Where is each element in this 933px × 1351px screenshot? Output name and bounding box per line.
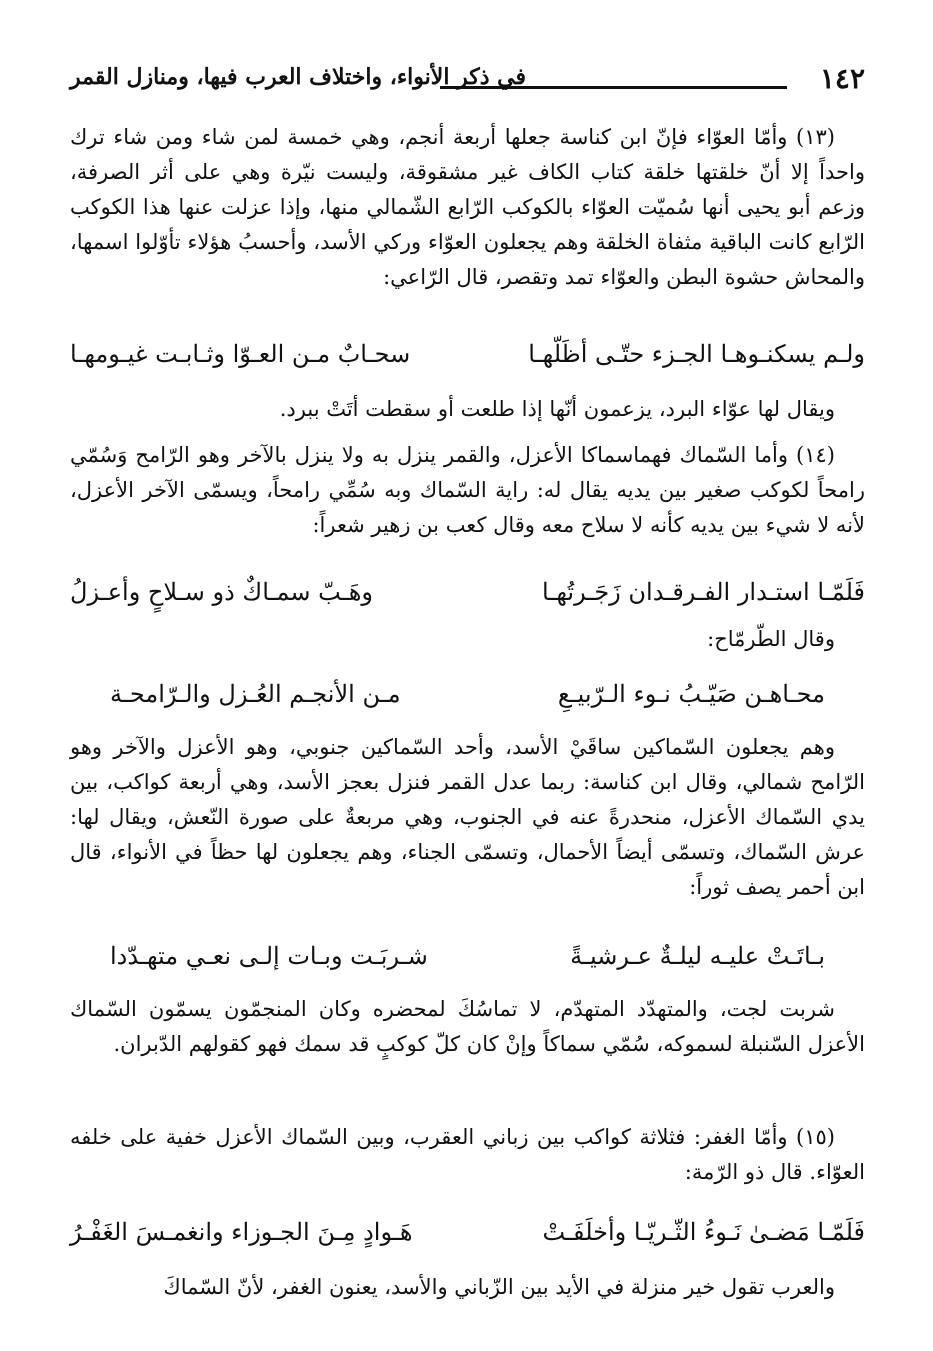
verse-first-hemistich: فَلَمّـا مَضـىٰ نَـوءُ الثّـريّـا وأخلَفَـتْ: [542, 1218, 865, 1246]
verse-second-hemistich: وهَـبّ سمـاكٌ ذو سـلاحٍ وأعـزلُ: [70, 578, 373, 606]
paragraph-15: (١٥) وأمّا الغفر: فثلاثة كواكب بين زباني العقرب، وبين السّماك الأعزل خفية على خلفه العوّاء. قال ذو الرّمة:: [70, 1125, 865, 1184]
verse-ibn-ahmar: [70, 942, 865, 982]
verse-first-hemistich: محـاهـن صَيّـبُ نـوء الـرّبيـعِ: [557, 680, 825, 708]
paragraph-awwa-bard: ويقال لها عوّاء البرد، يزعمون أنّها إذا طلعت أو سقطت أتَتْ ببرد.: [279, 397, 835, 421]
page-header: [70, 60, 865, 100]
paragraph-14: (١٤) وأما السّماك فهماسماكا الأعزل، والقمر ينزل به ولا ينزل بالآخر وهو الرّامح وَسُمّي رامحاً لكوكب صغير بين يديه يقال له: راية السّماك وبه سُمِّي رامحاً، ويسمّى الآخر الأعزل، لأنه لا شيء بين يديه كأنه لا سلاح معه وقال كعب بن زهير شعراً:: [70, 443, 865, 537]
verse-raai: [70, 340, 865, 380]
page-number: ١٤٢: [819, 62, 865, 95]
verse-first-hemistich: ولـم يسكنـوهـا الجـزء حتّـى أظَلّهـا: [528, 340, 865, 368]
paragraph-sharibat: شربت لجت، والمتهدّد المتهدّم، لا تماسُكَ لمحضره وكان المنجمّون يسمّون السّماك الأعزل السّنبلة لسموكه، سُمّي سماكاً وإنْ كان كلّ كوكبٍ قد سمك فهو كقولهم الدّبران.: [70, 997, 865, 1056]
verse-kaab: [70, 578, 865, 618]
paragraph-13: (١٣) وأمّا العوّاء فإنّ ابن كناسة جعلها أربعة أنجم، وهي خمسة لمن شاء ومن شاء ترك واحداً إلا أنّ خلقتها خلقة كتاب الكاف غير مشقوقة، وليست نيّرة وهي على أثر الصرفة، وزعم أبو يحيى أنها سُميّت العوّاء بالكوكب الرّابع الشّمالي منها، وإذا عزلت عنها هذا الكوكب الرّابع كانت الباقية مثفاة الخلقة وهم يجعلون العوّاء وركي الأسد، وأحسبُ هؤلاء تأوّلوا اسمها، والمحاش حشوة البطن والعوّاء تمد وتقصر، قال الرّاعي:: [70, 125, 865, 289]
verse-second-hemistich: شـربَـت وبـات إلـى نعـي متهـدّدا: [110, 942, 428, 970]
running-title: في ذكر الأنواء، واختلاف العرب فيها، ومنازل القمر: [70, 64, 527, 90]
verse-first-hemistich: بـاتَـتْ عليـه ليلـةٌ عـرشيـةً: [570, 942, 825, 970]
verse-second-hemistich: هَـوادٍ مِـنَ الجـوزاء وانغمـسَ الغَفْـرُ: [70, 1218, 413, 1246]
verse-second-hemistich: سحـابٌ مـن العـوّا وثـابـت غيـومهـا: [70, 340, 411, 368]
paragraph-arab-say: والعرب تقول خير منزلة في الأيد بين الزّباني والأسد، يعنون الغفر، لأنّ السّماكَ: [163, 1275, 835, 1299]
verse-dhu-rumma: [70, 1218, 865, 1258]
verse-tirimmah: [70, 680, 865, 720]
paragraph-tirimmah-intro: وقال الطّرمّاح:: [707, 627, 835, 651]
verse-first-hemistich: فَلَمّـا استـدار الفـرقـدان زَجَـرتُهـا: [541, 578, 865, 606]
paragraph-simakayn: وهم يجعلون السّماكين ساقَيْ الأسد، وأحد السّماكين جنوبي، وهو الأعزل والآخر وهو الرّامح شمالي، وقال ابن كناسة: ربما عدل القمر فنزل بعجز الأسد، وهي أربعة كواكب، بين يدي السّماك الأعزل، منحدرةً عنه في الجنوب، وهي مربعةٌ على صورة النّعش، ويقال لها: عرش السّماك، وتسمّى أيضاً الأحمال، وتسمّى الجناء، وهم يجعلون لها حظاً في الأنواء، قال ابن أحمر يصف ثوراً:: [70, 735, 865, 899]
verse-second-hemistich: مـن الأنجـم العُـزل والـرّامحـة: [110, 680, 401, 708]
